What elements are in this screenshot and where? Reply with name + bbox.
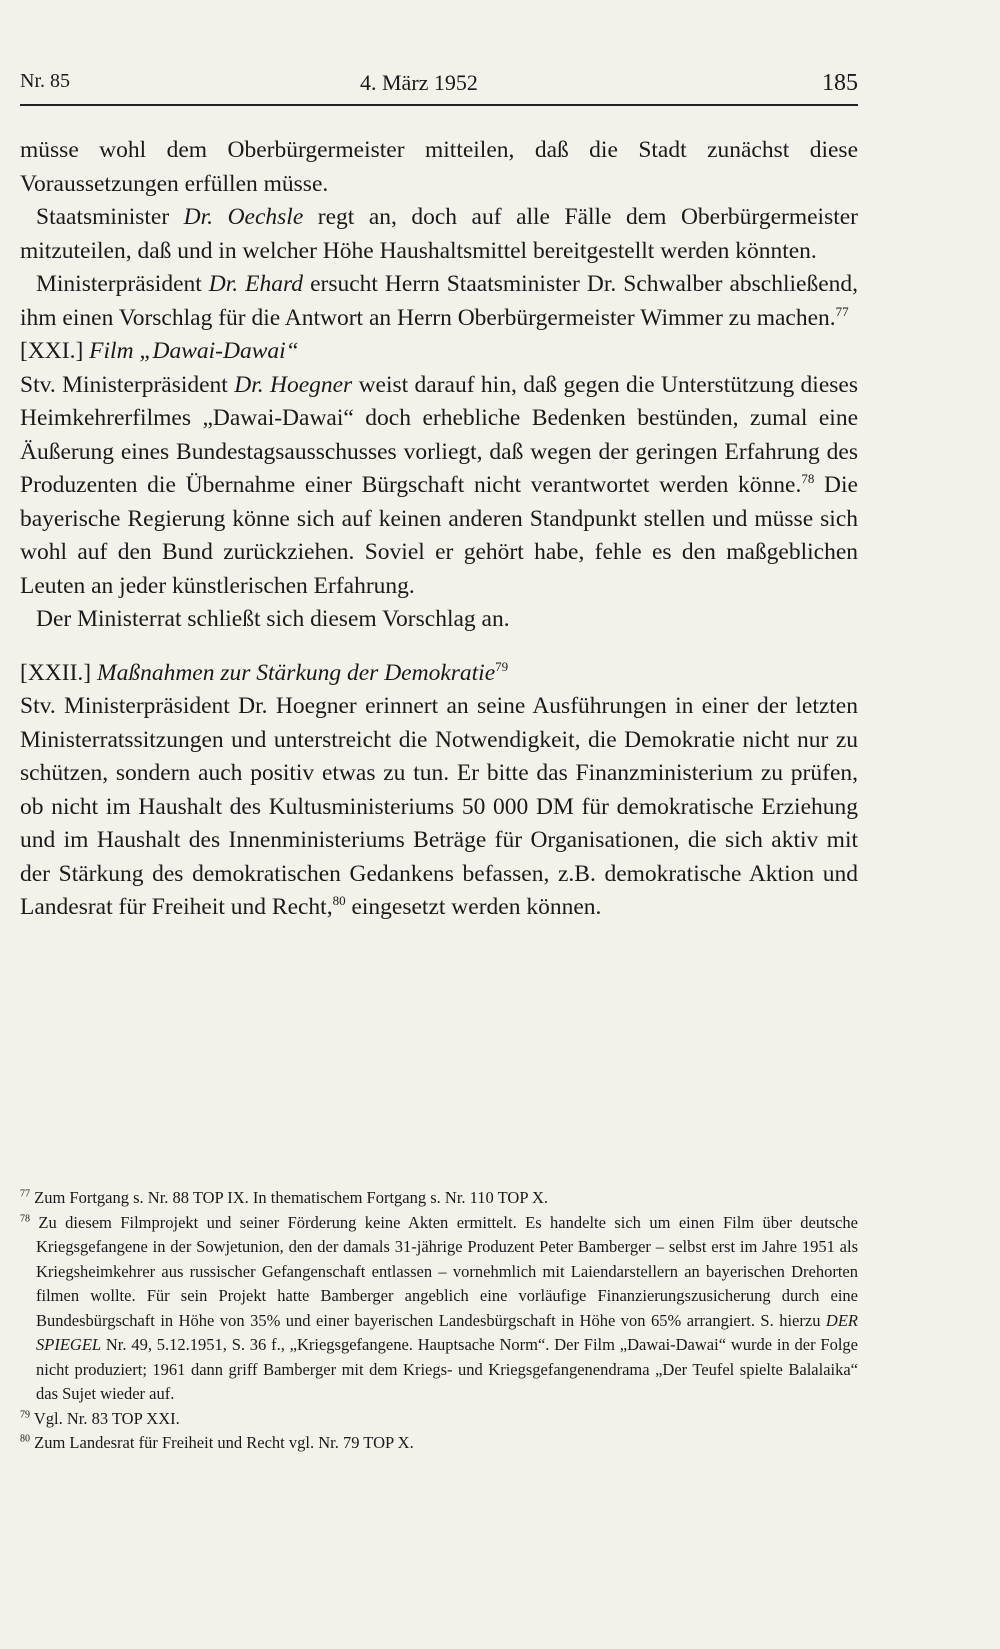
footnote: $^{79}$ Vgl. Nr. 83 TOP XXI. (20, 1408, 180, 1428)
paragraph: müsse wohl dem Oberbürgermeister mitteilen, daß die Stadt zunächst diese Voraussetzungen erfüllen müsse. (20, 137, 858, 197)
page-date: 4. März 1952 (360, 70, 478, 95)
footnote: $^{80}$ Zum Landesrat für Freiheit und Recht vgl. Nr. 79 TOP X. (20, 1433, 414, 1452)
publication-title: DER SPIEGEL (36, 1310, 858, 1354)
footnote-ref: 80 (332, 893, 346, 909)
paragraph: Ministerpräsident Dr. Ehard ersucht Herrn Staatsminister Dr. Schwalber abschließend, ihm einen Vorschlag für die Antwort an Herrn Oberbürgermeister Wimmer zu machen.$^{77}$ (20, 271, 859, 331)
paragraph: Der Ministerrat schließt sich diesem Vorschlag an. (36, 606, 510, 632)
section-title: Film „Dawai-Dawai“ (89, 338, 299, 364)
footnotes (20, 1186, 858, 1456)
section-heading: [XXI.] Film „Dawai-Dawai“ (20, 338, 299, 364)
page-header (20, 70, 858, 106)
footnote-ref: 78 (801, 471, 815, 487)
footnote: $^{78}$ Zu diesem Filmprojekt und seiner Förderung keine Akten ermittelt. Es handelte sich um einen Film über deutsche Kriegsgefangene in der Sowjetunion, den der damals 31-jährige Produzent Peter Bamberger – selbst erst im Jahre 1951 als Kriegsheimkehrer aus russischer Gefangenschaft entlassen – vornehmlich mit Laiendarstellern an bayerischen Drehorten filmen wollte. Für sein Projekt hatte Bamberger angeblich eine vorläufige Finanzierungszusicherung durch eine Bundesbürgschaft in Höhe von 35% und einer bayerischen Landesbürgschaft in Höhe von 65% arrangiert. S. hierzu DER SPIEGEL Nr. 49, 5.12.1951, S. 36 f., „Kriegsgefangene. Hauptsache Norm“. Der Film „Dawai-Dawai“ wurde in der Folge nicht produziert; 1961 dann griff Bamberger mit dem Kriegs- und Kriegsgefangenendrama „Der Teufel spielte Balalaika“ das Sujet wieder auf. (20, 1212, 859, 1403)
person-name: Dr. Ehard (208, 271, 304, 297)
main-text (20, 134, 858, 925)
person-name: Dr. Oechsle (183, 204, 304, 230)
paragraph: Stv. Ministerpräsident Dr. Hoegner erinnert an seine Ausführungen in einer der letzten Ministerratssitzungen und unterstreicht die Notwendigkeit, die Demokratie nicht nur zu schützen, sondern auch positiv etwas zu tun. Er bitte das Finanzministerium zu prüfen, ob nicht im Haushalt des Kultusministeriums 50 000 DM für demokratische Erziehung und im Haushalt des Innenministeriums Beträge für Organisationen, die sich aktiv mit der Stärkung des demokratischen Gedankens befassen, z.B. demokratische Aktion und Landesrat für Freiheit und Recht,$^{80}$ eingesetzt werden können. (20, 693, 858, 920)
paragraph: Staatsminister Dr. Oechsle regt an, doch auf alle Fälle dem Oberbürgermeister mitzuteilen, daß und in welcher Höhe Haushaltsmittel bereitgestellt werden könnten. (20, 204, 859, 264)
footnote-ref: 77 (835, 303, 849, 319)
paragraph: Stv. Ministerpräsident Dr. Hoegner weist darauf hin, daß gegen die Unterstützung dieses Heimkehrerfilmes „Dawai-Dawai“ doch erhebliche Bedenken bestünden, zumal eine Äußerung eines Bundestagsausschusses vorliegt, daß wegen der geringen Erfahrung des Produzenten die Übernahme einer Bürgschaft nicht verantwortet werden könne.$^{78}$ Die bayerische Regierung könne sich auf keinen anderen Standpunkt stellen und müsse sich wohl auf den Bund zurückziehen. Soviel er gehört habe, fehle es den maßgeblichen Leuten an jeder künstlerischen Erfahrung. (20, 371, 858, 599)
document-number: Nr. 85 (20, 70, 70, 92)
footnote-ref: 79 (495, 658, 509, 674)
person-name: Dr. Hoegner (234, 371, 353, 398)
page-number: 185 (822, 70, 858, 96)
section-title: Maßnahmen zur Stärkung der Demokratie (97, 659, 496, 686)
section-heading: [XXII.] Maßnahmen zur Stärkung der Demokratie$^{79}$ (20, 658, 509, 686)
footnote: $^{77}$ Zum Fortgang s. Nr. 88 TOP IX. In thematischem Fortgang s. Nr. 110 TOP X. (20, 1188, 549, 1207)
